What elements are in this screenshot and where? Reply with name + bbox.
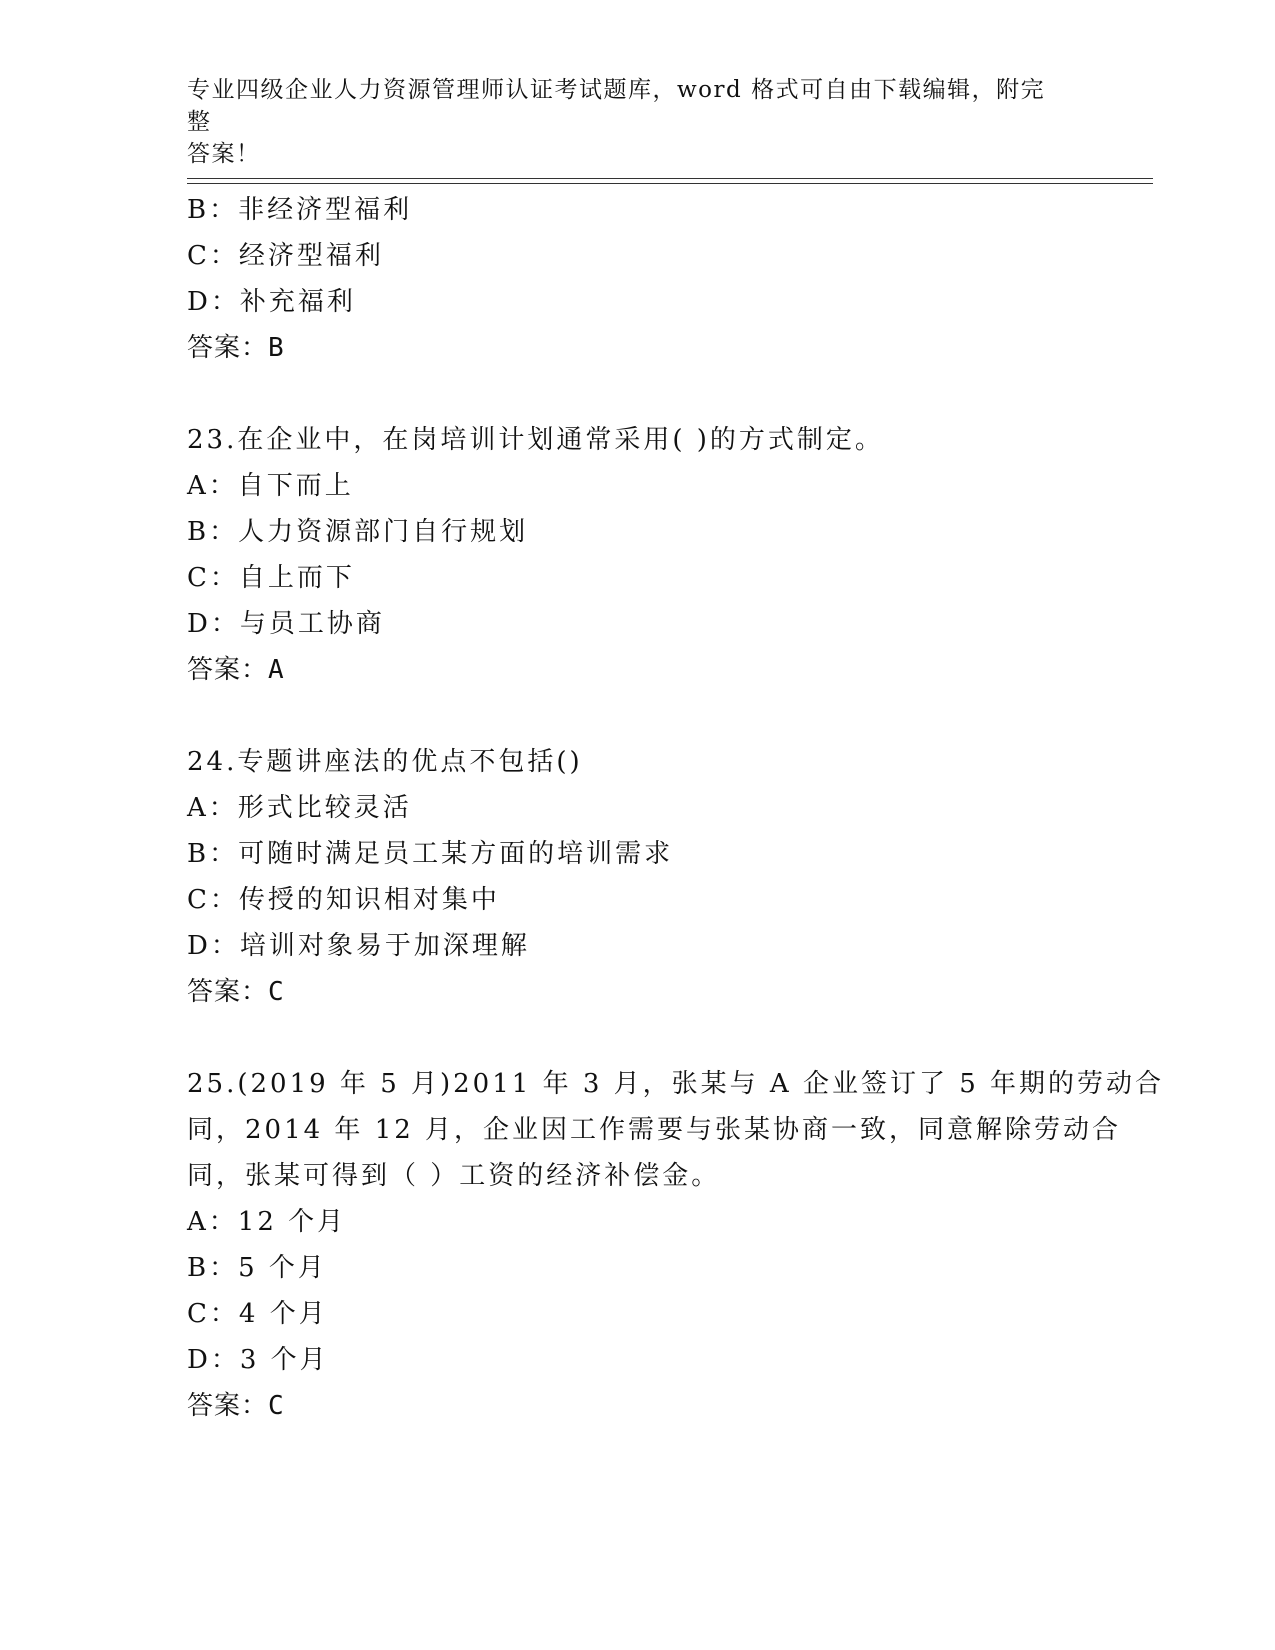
answer-line — [187, 1383, 1087, 1429]
option-a: A：12 个月 — [187, 1207, 347, 1237]
option-d: D：3 个月 — [187, 1345, 329, 1375]
option-a: A：自下而上 — [187, 471, 354, 501]
answer-value: C — [268, 977, 285, 1007]
option-b: B：5 个月 — [187, 1253, 327, 1283]
answer-label: 答案： — [187, 977, 269, 1007]
answer-line — [187, 325, 1087, 371]
option-c: C：4 个月 — [187, 1299, 328, 1329]
option-c: C：经济型福利 — [187, 241, 384, 271]
option-d: D：培训对象易于加深理解 — [187, 931, 530, 961]
answer-value: B — [268, 333, 285, 363]
header-divider-bottom — [187, 183, 1153, 184]
answer-value: C — [268, 1391, 285, 1421]
question-23 — [187, 417, 1087, 693]
question-25 — [187, 1061, 1165, 1429]
answer-label: 答案： — [187, 655, 269, 685]
header-divider-top — [187, 178, 1153, 179]
question-stem-line-2: 同，2014 年 12 月，企业因工作需要与张某协商一致，同意解除劳动合 — [187, 1115, 1122, 1145]
question-stem-line-1: 25.(2019 年 5 月)2011 年 3 月，张某与 A 企业签订了 5 年期的劳动合 — [187, 1069, 1165, 1099]
answer-label: 答案： — [187, 333, 269, 363]
answer-label: 答案： — [187, 1391, 269, 1421]
continued-question — [187, 187, 1087, 371]
header-line-2: 答案！ — [187, 141, 261, 167]
option-a: A：形式比较灵活 — [187, 793, 412, 823]
option-c: C：传授的知识相对集中 — [187, 885, 500, 915]
answer-value: A — [268, 655, 285, 685]
question-stem-line-3: 同，张某可得到（ ）工资的经济补偿金。 — [187, 1161, 721, 1191]
question-stem: 23.在企业中，在岗培训计划通常采用( )的方式制定。 — [187, 425, 884, 455]
option-b: B：人力资源部门自行规划 — [187, 517, 529, 547]
option-d: D：与员工协商 — [187, 609, 385, 639]
answer-line — [187, 969, 1087, 1015]
option-d: D：补充福利 — [187, 287, 356, 317]
option-c: C：自上而下 — [187, 563, 355, 593]
question-24 — [187, 739, 1087, 1015]
answer-line — [187, 647, 1087, 693]
question-stem: 24.专题讲座法的优点不包括() — [187, 747, 583, 777]
question-content — [187, 187, 1165, 1475]
option-b: B：可随时满足员工某方面的培训需求 — [187, 839, 674, 869]
page-header — [187, 74, 1067, 170]
header-line-1: 专业四级企业人力资源管理师认证考试题库，word 格式可自由下载编辑，附完整 — [187, 77, 1046, 135]
option-b: B：非经济型福利 — [187, 195, 413, 225]
